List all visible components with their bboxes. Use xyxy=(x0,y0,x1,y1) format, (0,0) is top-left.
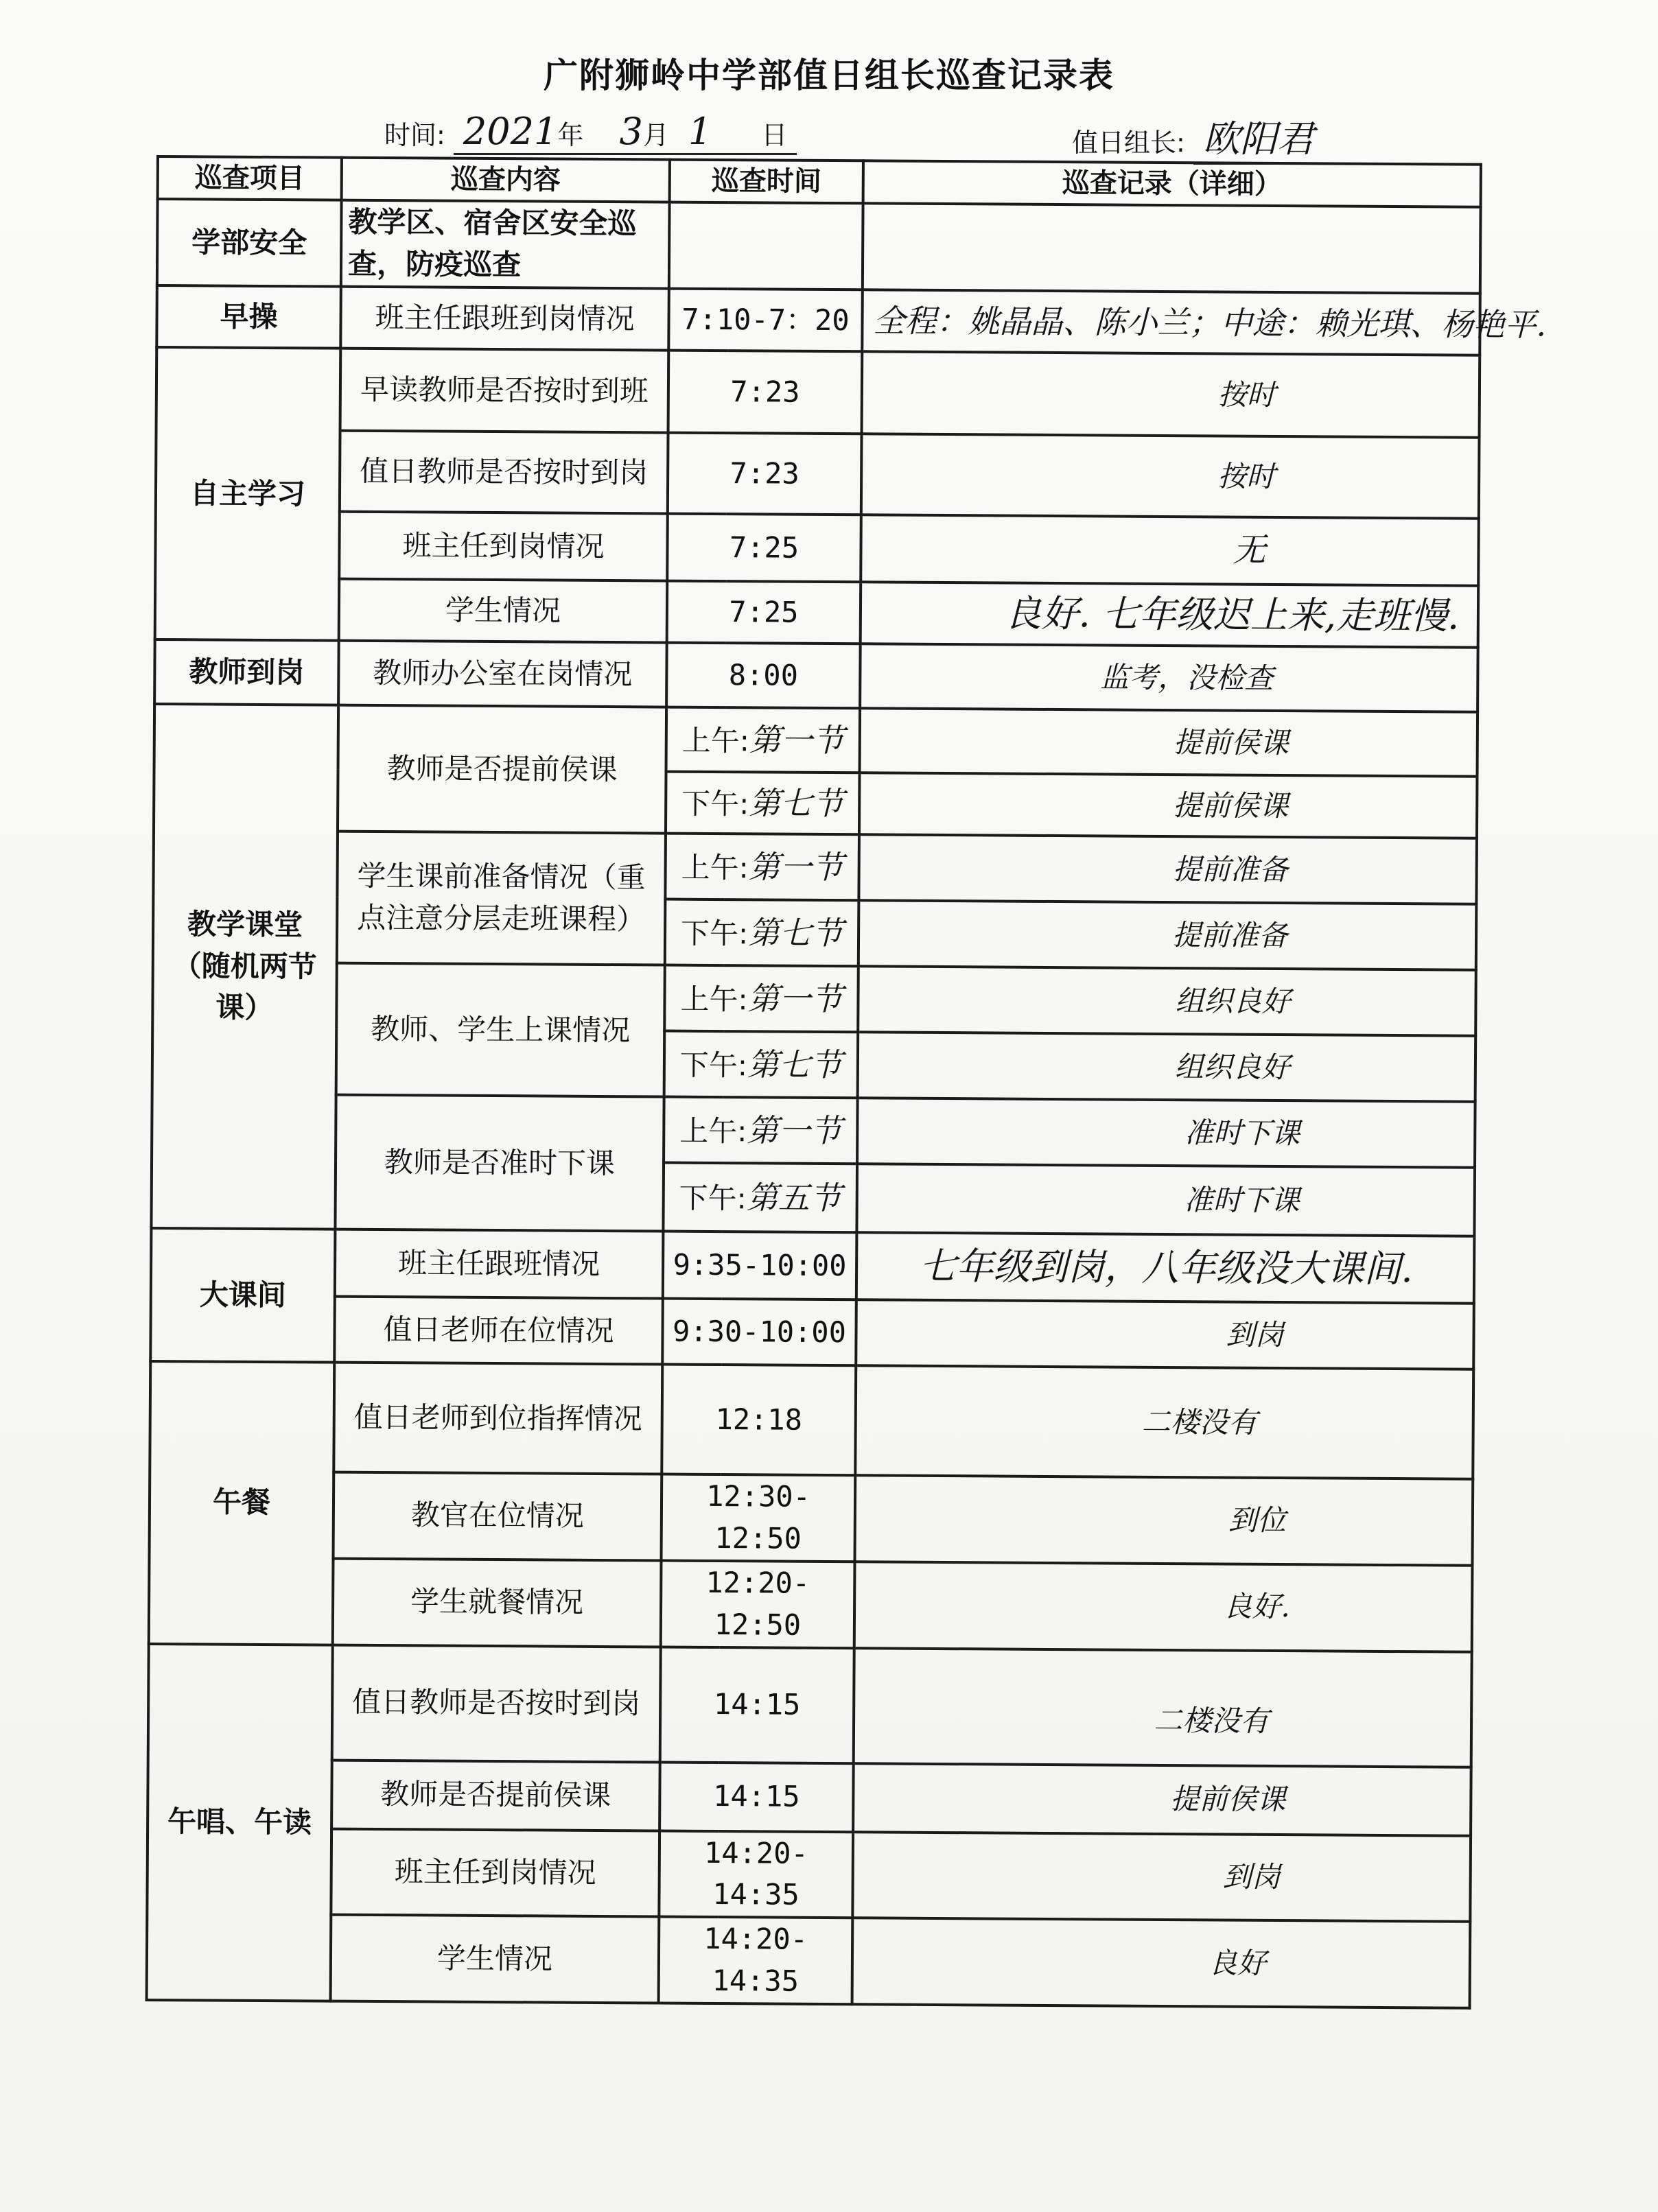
record-cell: 良好 xyxy=(852,1918,1471,2008)
table-row xyxy=(147,1828,1471,1922)
pm-period-cell xyxy=(666,772,860,835)
record-cell: 到位 xyxy=(854,1475,1473,1565)
content-cell: 值日教师是否按时到岗 xyxy=(332,1645,661,1762)
record-cell: 七年级到岗，八年级没大课间. xyxy=(856,1232,1475,1303)
pm-period-cell xyxy=(665,899,859,967)
date-label: 时间: xyxy=(384,120,445,150)
time-cell: 7:25 xyxy=(667,581,861,644)
time-cell: 12:30-12:50 xyxy=(662,1474,856,1562)
time-cell xyxy=(669,202,863,290)
header-time: 巡查时间 xyxy=(670,160,863,204)
period-value: 第五节 xyxy=(746,1178,841,1216)
record-cell: 监考，没检查 xyxy=(860,644,1478,711)
time-cell: 7:23 xyxy=(668,433,862,515)
table-row xyxy=(155,510,1479,586)
record-cell: 提前侯课 xyxy=(853,1763,1471,1835)
table-row xyxy=(155,578,1479,648)
table-row xyxy=(154,704,1478,777)
header-item: 巡查项目 xyxy=(158,156,342,200)
table-header-row xyxy=(158,156,1481,207)
table-row xyxy=(148,1644,1472,1767)
am-label: 上午: xyxy=(680,982,748,1016)
leader-label: 值日组长: xyxy=(1072,128,1185,158)
content-cell: 早读教师是否按时到班 xyxy=(340,349,669,433)
table-row xyxy=(149,1557,1473,1652)
time-cell: 14:20-14:35 xyxy=(659,1831,853,1918)
content-cell: 学生情况 xyxy=(331,1915,659,2003)
time-cell: 14:20-14:35 xyxy=(659,1917,853,2005)
patrol-record-table xyxy=(145,155,1547,2010)
time-cell: 9:30-10:00 xyxy=(662,1299,856,1366)
record-cell: 全程：姚晶晶、陈小兰；中途：赖光琪、杨艳平. xyxy=(862,290,1480,355)
content-cell: 教师、学生上课情况 xyxy=(336,963,665,1097)
period-value: 第一节 xyxy=(747,979,843,1017)
table-row xyxy=(148,1759,1471,1836)
date-year: 2021 xyxy=(463,110,558,153)
date-day: 1 xyxy=(688,110,712,153)
form-title: 广附狮岭中学部值日组长巡查记录表 xyxy=(544,56,1114,95)
am-period-cell xyxy=(664,965,859,1033)
table-row xyxy=(156,430,1480,519)
time-cell: 7:10-7：20 xyxy=(668,289,863,352)
content-cell: 教师是否提前侯课 xyxy=(338,705,666,834)
content-cell: 教学区、宿舍区安全巡查，防疫巡查 xyxy=(341,200,670,289)
content-cell: 值日教师是否按时到岗 xyxy=(340,431,668,514)
category-cell: 教学课堂（随机两节课） xyxy=(151,704,338,1229)
record-cell: 二楼没有 xyxy=(855,1365,1473,1479)
am-label: 上午: xyxy=(679,1114,747,1148)
content-cell: 学生情况 xyxy=(339,579,668,643)
time-cell: 12:18 xyxy=(662,1365,856,1476)
day-unit: 日 xyxy=(761,120,788,150)
category-cell: 教师到岗 xyxy=(154,639,339,705)
record-cell: 准时下课 xyxy=(857,1098,1475,1167)
table-row xyxy=(150,1471,1473,1566)
content-cell: 班主任到岗情况 xyxy=(339,512,668,581)
content-cell: 班主任跟班到岗情况 xyxy=(340,287,669,351)
table-row xyxy=(147,1914,1471,2008)
category-cell: 午唱、午读 xyxy=(147,1644,333,2001)
period-value: 第七节 xyxy=(747,1045,843,1083)
am-period-cell xyxy=(664,1097,858,1164)
record-cell: 提前侯课 xyxy=(859,773,1478,838)
content-cell: 教师办公室在岗情况 xyxy=(338,641,667,707)
header-content: 巡查内容 xyxy=(342,158,670,202)
record-cell: 良好. 七年级迟上来,走班慢. xyxy=(861,582,1479,647)
leader-field xyxy=(1072,110,1324,165)
record-cell xyxy=(863,203,1481,293)
category-cell: 早操 xyxy=(156,285,341,349)
am-period-cell xyxy=(665,834,859,901)
content-cell: 值日老师在位情况 xyxy=(334,1297,663,1365)
date-month: 3 xyxy=(619,110,643,153)
time-cell: 8:00 xyxy=(666,643,861,709)
record-cell: 二楼没有 xyxy=(854,1648,1472,1767)
record-cell: 提前侯课 xyxy=(860,708,1478,776)
am-label: 上午: xyxy=(681,850,749,884)
time-cell: 14:15 xyxy=(659,1762,854,1832)
content-cell: 值日老师到位指挥情况 xyxy=(334,1363,662,1474)
content-cell: 学生就餐情况 xyxy=(333,1558,662,1647)
month-unit: 月 xyxy=(642,120,669,150)
period-value: 第七节 xyxy=(748,913,843,952)
am-period-cell xyxy=(666,707,861,773)
category-cell: 午餐 xyxy=(149,1361,335,1645)
record-cell: 到岗 xyxy=(856,1299,1474,1369)
time-cell: 14:15 xyxy=(660,1647,854,1763)
pm-period-cell xyxy=(663,1163,857,1233)
content-cell: 班主任到岗情况 xyxy=(331,1828,659,1917)
table-row xyxy=(150,1361,1473,1479)
time-cell: 12:20-12:50 xyxy=(661,1560,855,1648)
content-cell: 班主任跟班情况 xyxy=(335,1229,664,1299)
table-row xyxy=(152,962,1476,1036)
table-row xyxy=(157,199,1481,294)
record-cell: 提前准备 xyxy=(859,900,1477,969)
time-cell: 7:25 xyxy=(667,514,861,583)
pm-label: 下午: xyxy=(681,786,749,821)
period-value: 第一节 xyxy=(747,1111,842,1149)
record-cell: 提前准备 xyxy=(859,834,1477,904)
record-cell: 按时 xyxy=(862,351,1480,437)
record-cell: 组织良好 xyxy=(858,966,1476,1035)
category-cell: 自主学习 xyxy=(155,347,341,641)
pm-label: 下午: xyxy=(679,1181,747,1215)
record-cell: 到岗 xyxy=(852,1832,1471,1922)
time-cell: 7:23 xyxy=(668,351,863,434)
pm-label: 下午: xyxy=(680,916,749,950)
header-record: 巡查记录（详细） xyxy=(863,161,1481,207)
record-cell: 组织良好 xyxy=(858,1032,1476,1101)
content-cell: 学生课前准备情况（重点注意分层走班课程） xyxy=(337,832,666,965)
record-cell: 按时 xyxy=(861,434,1480,518)
category-cell: 学部安全 xyxy=(157,199,342,287)
time-cell: 9:35-10:00 xyxy=(663,1232,857,1300)
period-value: 第七节 xyxy=(749,784,844,822)
record-cell: 良好. xyxy=(854,1562,1473,1651)
table-row xyxy=(152,1094,1475,1168)
content-cell: 教官在位情况 xyxy=(334,1472,662,1561)
pm-label: 下午: xyxy=(679,1048,748,1082)
date-value xyxy=(454,110,797,155)
period-value: 第一节 xyxy=(749,720,845,759)
table-row xyxy=(154,639,1478,712)
content-cell: 教师是否准时下课 xyxy=(335,1095,664,1232)
table-row xyxy=(156,347,1480,438)
content-cell: 教师是否提前侯课 xyxy=(331,1760,660,1831)
table-row xyxy=(151,1228,1475,1304)
pm-period-cell xyxy=(664,1031,859,1098)
table-row xyxy=(150,1295,1474,1369)
date-field xyxy=(384,110,797,155)
am-label: 上午: xyxy=(681,723,750,757)
table-row xyxy=(156,285,1480,355)
category-cell: 大课间 xyxy=(150,1228,335,1363)
leader-name: 欧阳君 xyxy=(1193,110,1324,165)
period-value: 第一节 xyxy=(748,847,843,886)
record-cell: 准时下课 xyxy=(856,1164,1475,1236)
record-cell: 无 xyxy=(861,515,1479,585)
year-unit: 年 xyxy=(557,120,584,150)
table-row xyxy=(153,830,1477,904)
